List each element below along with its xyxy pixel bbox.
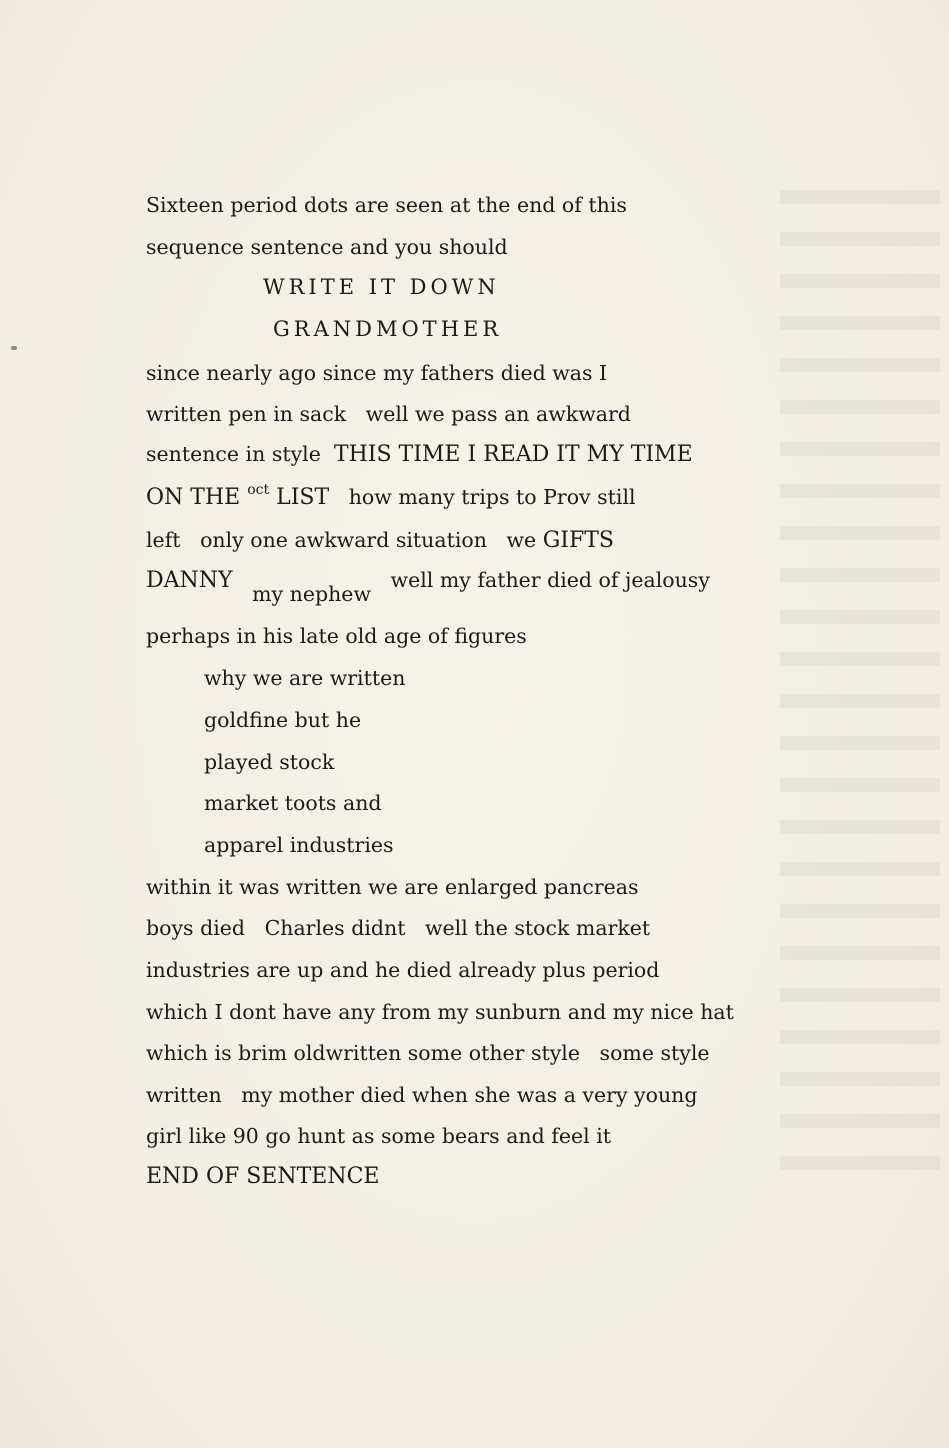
- poem-line-10: [146, 568, 710, 606]
- poem-line-24: END OF SENTENCE: [146, 1164, 380, 1189]
- poem-line-10-caps: DANNY: [146, 568, 233, 593]
- poem-line-1: Sixteen period dots are seen at the end of this: [146, 193, 627, 217]
- poem-line-8: [146, 482, 636, 510]
- poem-line-9-caps: GIFTS: [542, 528, 614, 553]
- poem-line-18: boys died Charles didnt well the stock market: [146, 916, 651, 940]
- poem-line-7-text: sentence in style: [146, 442, 334, 466]
- poem-line-16: apparel industries: [204, 833, 394, 857]
- poem-line-4: GRANDMOTHER: [273, 317, 503, 341]
- poem-line-3: WRITE IT DOWN: [263, 275, 500, 299]
- poem-line-10-text: well my father died of jealousy: [390, 568, 710, 592]
- poem-line-9-text: left only one awkward situation we: [146, 528, 543, 552]
- poem-line-17: within it was written we are enlarged pancreas: [146, 875, 639, 899]
- poem-line-19: industries are up and he died already plus period: [146, 958, 660, 982]
- poem-line-11: perhaps in his late old age of figures: [146, 624, 527, 648]
- poem-line-12: why we are written: [204, 666, 406, 690]
- poem-line-7: [146, 444, 693, 466]
- poem-line-8-list: LIST: [269, 485, 330, 510]
- poem-line-8-text: how many trips to Prov still: [329, 485, 636, 509]
- poem-line-21: which is brim oldwritten some other style some style: [146, 1041, 710, 1065]
- poem-line-22: written my mother died when she was a very young: [146, 1083, 698, 1107]
- poem-line-10-lowered: my nephew: [232, 582, 391, 606]
- poem-line-15: market toots and: [204, 791, 382, 815]
- poem-line-5: since nearly ago since my fathers died was I: [146, 361, 608, 385]
- poem-line-23: girl like 90 go hunt as some bears and feel it: [146, 1124, 611, 1148]
- poem-line-13: goldfine but he: [204, 708, 362, 732]
- poem-line-8-caps: ON THE: [146, 485, 248, 510]
- poem-line-8-superscript: oct: [247, 482, 270, 498]
- show-through-text: [780, 190, 940, 1190]
- poem-line-2: sequence sentence and you should: [146, 235, 508, 259]
- poem-line-20: which I dont have any from my sunburn and my nice hat: [146, 1000, 734, 1024]
- poem-line-14: played stock: [204, 750, 335, 774]
- paper-mark: [11, 346, 17, 350]
- poem-line-9: [146, 530, 614, 552]
- poem-line-7-caps: THIS TIME I READ IT MY TIME: [333, 442, 693, 467]
- poem-line-6: written pen in sack well we pass an awkward: [146, 402, 631, 426]
